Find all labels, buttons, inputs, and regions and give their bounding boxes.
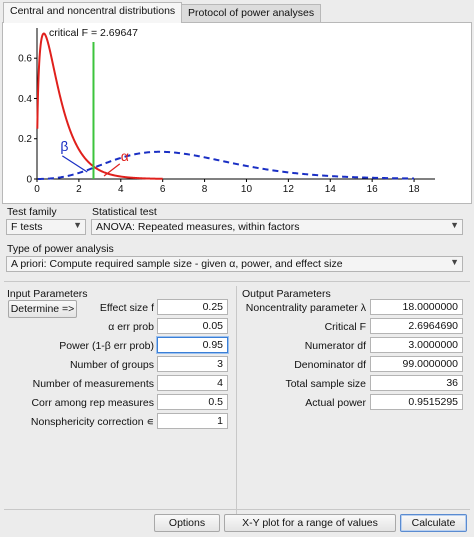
effect-size-input[interactable]: 0.25 xyxy=(157,299,228,315)
y-tick-label: 0.6 xyxy=(18,53,32,65)
output-parameters-title: Output Parameters xyxy=(242,288,331,300)
numerator-df-label: Numerator df xyxy=(304,340,366,352)
tab-distributions[interactable]: Central and noncentral distributions xyxy=(3,2,182,23)
x-tick-label: 14 xyxy=(324,184,336,195)
distribution-plot xyxy=(2,22,472,204)
chevron-down-icon: ▼ xyxy=(73,220,82,230)
test-family-label: Test family xyxy=(7,206,57,218)
power-analysis-select[interactable] xyxy=(6,256,463,272)
y-tick-label: 0.4 xyxy=(18,93,32,105)
tab-protocol[interactable]: Protocol of power analyses xyxy=(181,4,321,22)
corr-input[interactable]: 0.5 xyxy=(157,394,228,410)
statistical-test-value: ANOVA: Repeated measures, within factors xyxy=(96,221,300,233)
input-parameters-title: Input Parameters xyxy=(7,288,88,300)
x-tick-label: 16 xyxy=(366,184,378,195)
numerator-df-output: 3.0000000 xyxy=(370,337,463,353)
groups-input[interactable]: 3 xyxy=(157,356,228,372)
x-tick-label: 6 xyxy=(159,184,166,195)
nonsphericity-input[interactable]: 1 xyxy=(157,413,228,429)
actual-power-label: Actual power xyxy=(305,397,366,409)
divider xyxy=(4,509,470,510)
divider xyxy=(236,286,237,514)
noncentrality-output: 18.0000000 xyxy=(370,299,463,315)
critical-f-output: 2.6964690 xyxy=(370,318,463,334)
y-tick-label: 0 xyxy=(26,174,32,186)
measurements-input[interactable]: 4 xyxy=(157,375,228,391)
power-analysis-value: A priori: Compute required sample size - given α, power, and effect size xyxy=(11,258,343,270)
power-input[interactable]: 0.95 xyxy=(157,337,228,353)
x-tick-label: 2 xyxy=(76,184,82,195)
nonsphericity-label: Nonsphericity correction ∊ xyxy=(30,416,154,428)
divider xyxy=(4,281,470,282)
corr-label: Corr among rep measures xyxy=(31,397,154,409)
distribution-chart xyxy=(3,23,471,203)
statistical-test-label: Statistical test xyxy=(92,206,157,218)
measurements-label: Number of measurements xyxy=(32,378,154,390)
power-analysis-label: Type of power analysis xyxy=(7,243,114,255)
noncentrality-label: Noncentrality parameter λ xyxy=(245,302,366,314)
x-tick-label: 4 xyxy=(118,184,124,195)
beta-pointer xyxy=(62,156,87,172)
y-tick-label: 0.2 xyxy=(18,134,32,146)
chevron-down-icon: ▼ xyxy=(450,257,459,267)
x-tick-label: 8 xyxy=(201,184,208,195)
x-tick-label: 18 xyxy=(408,184,420,195)
total-sample-size-output: 36 xyxy=(370,375,463,391)
beta-label: β xyxy=(60,137,69,154)
total-sample-size-label: Total sample size xyxy=(285,378,366,390)
test-family-select[interactable] xyxy=(6,219,86,235)
effect-size-label: Effect size f xyxy=(99,302,154,314)
denominator-df-output: 99.0000000 xyxy=(370,356,463,372)
test-family-value: F tests xyxy=(11,221,43,233)
denominator-df-label: Denominator df xyxy=(294,359,366,371)
alpha-input[interactable]: 0.05 xyxy=(157,318,228,334)
xy-plot-button[interactable]: X-Y plot for a range of values xyxy=(224,514,396,532)
alpha-label: α xyxy=(120,147,129,164)
critical-f-label: Critical F xyxy=(324,321,366,333)
calculate-button[interactable]: Calculate xyxy=(400,514,467,532)
central-distribution-curve xyxy=(37,34,162,179)
alpha-label: α err prob xyxy=(108,321,154,333)
groups-label: Number of groups xyxy=(69,359,154,371)
critical-f-label: critical F = 2.69647 xyxy=(48,27,138,39)
x-tick-label: 0 xyxy=(34,184,40,195)
chevron-down-icon: ▼ xyxy=(450,220,459,230)
determine-button[interactable]: Determine => xyxy=(8,300,77,318)
actual-power-output: 0.9515295 xyxy=(370,394,463,410)
x-tick-label: 10 xyxy=(240,184,253,195)
options-button[interactable]: Options xyxy=(154,514,220,532)
statistical-test-select[interactable] xyxy=(91,219,463,235)
x-tick-label: 12 xyxy=(282,184,294,195)
power-label: Power (1-β err prob) xyxy=(59,340,154,352)
